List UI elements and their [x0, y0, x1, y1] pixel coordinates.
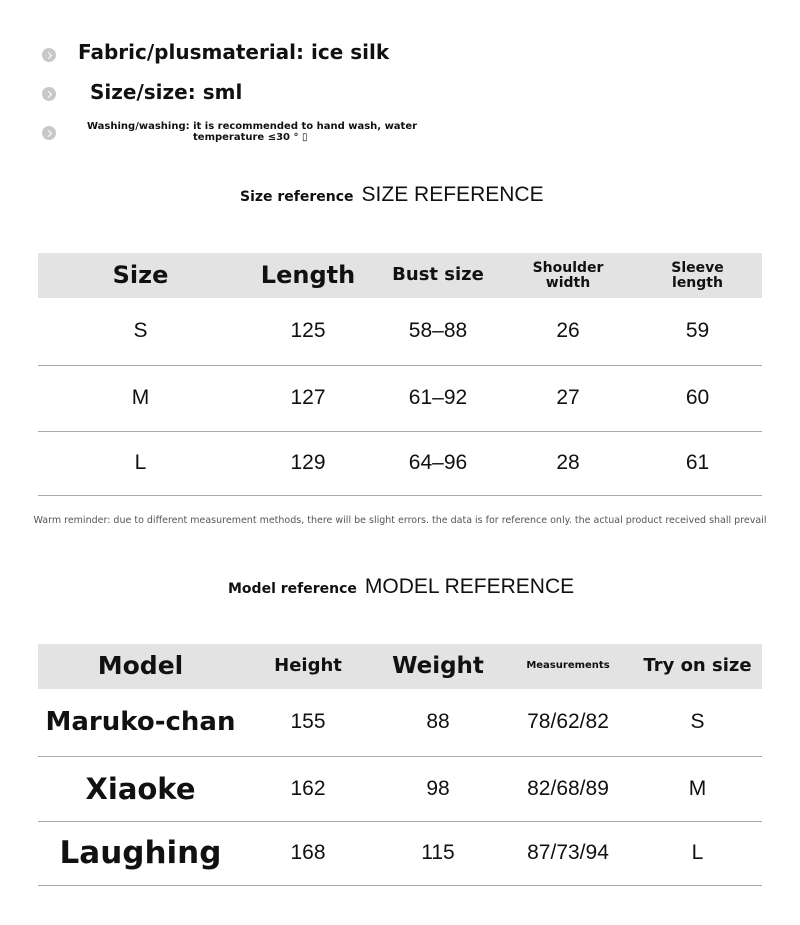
- cell-shoulder-width: 28: [503, 431, 633, 495]
- header-model: Model: [38, 644, 243, 689]
- model-table: [38, 644, 762, 886]
- cell-measurements: 82/68/89: [503, 756, 633, 821]
- size-label: Size/size: sml: [90, 80, 243, 104]
- washing-label: [87, 121, 417, 143]
- cell-sleeve-length: 59: [633, 298, 762, 365]
- bullet-icon: [42, 48, 56, 62]
- size-table-header: [38, 253, 762, 298]
- cell-size: M: [38, 365, 243, 431]
- cell-model-name: Xiaoke: [38, 756, 243, 821]
- cell-model-name: Laughing: [38, 821, 243, 885]
- cell-size: S: [38, 298, 243, 365]
- size-reference-title-en: SIZE REFERENCE: [361, 183, 544, 206]
- cell-weight: 115: [373, 821, 503, 885]
- header-length: Length: [243, 253, 373, 298]
- table-row: [38, 821, 762, 885]
- table-row: [38, 689, 762, 756]
- size-reference-title: [240, 183, 544, 207]
- cell-shoulder-width: 27: [503, 365, 633, 431]
- header-weight: Weight: [373, 644, 503, 689]
- cell-height: 155: [243, 689, 373, 756]
- washing-line-1: Washing/washing: it is recommended to hand wash, water: [87, 121, 418, 132]
- cell-size: L: [38, 431, 243, 495]
- header-bust-size: Bust size: [373, 253, 503, 298]
- table-row: [38, 298, 762, 365]
- cell-length: 127: [243, 365, 373, 431]
- header-size: Size: [38, 253, 243, 298]
- cell-length: 125: [243, 298, 373, 365]
- table-row: [38, 756, 762, 821]
- size-reference-title-cn: Size reference: [240, 189, 354, 205]
- cell-try-on-size: S: [633, 689, 762, 756]
- warm-reminder: Warm reminder: due to different measurement methods, there will be slight errors. the data is for reference only. the actual product received shall prevail: [33, 515, 767, 526]
- cell-try-on-size: M: [633, 756, 762, 821]
- cell-sleeve-length: 60: [633, 365, 762, 431]
- bullet-icon: [42, 126, 56, 140]
- cell-model-name: Maruko-chan: [38, 689, 243, 756]
- table-row: [38, 365, 762, 431]
- size-table: [38, 253, 762, 496]
- cell-shoulder-width: 26: [503, 298, 633, 365]
- header-shoulder-width: Shoulder width: [503, 253, 633, 298]
- table-row: [38, 431, 762, 495]
- cell-height: 162: [243, 756, 373, 821]
- cell-bust-size: 61–92: [373, 365, 503, 431]
- header-sleeve-length: Sleeve length: [633, 253, 762, 298]
- cell-bust-size: 64–96: [373, 431, 503, 495]
- cell-length: 129: [243, 431, 373, 495]
- model-reference-title-cn: Model reference: [228, 581, 357, 597]
- model-reference-title-en: MODEL REFERENCE: [364, 575, 575, 598]
- cell-measurements: 87/73/94: [503, 821, 633, 885]
- cell-try-on-size: L: [633, 821, 762, 885]
- bullet-icon: [42, 87, 56, 101]
- fabric-label: Fabric/plusmaterial: ice silk: [78, 40, 390, 64]
- cell-bust-size: 58–88: [373, 298, 503, 365]
- header-height: Height: [243, 644, 373, 689]
- cell-height: 168: [243, 821, 373, 885]
- cell-measurements: 78/62/82: [503, 689, 633, 756]
- cell-weight: 98: [373, 756, 503, 821]
- header-measurements: Measurements: [503, 644, 633, 689]
- cell-weight: 88: [373, 689, 503, 756]
- model-reference-title: [228, 575, 574, 599]
- washing-line-2: temperature ≤30 ° ▯: [193, 132, 308, 143]
- header-try-on-size: Try on size: [633, 644, 762, 689]
- model-table-header: [38, 644, 762, 689]
- cell-sleeve-length: 61: [633, 431, 762, 495]
